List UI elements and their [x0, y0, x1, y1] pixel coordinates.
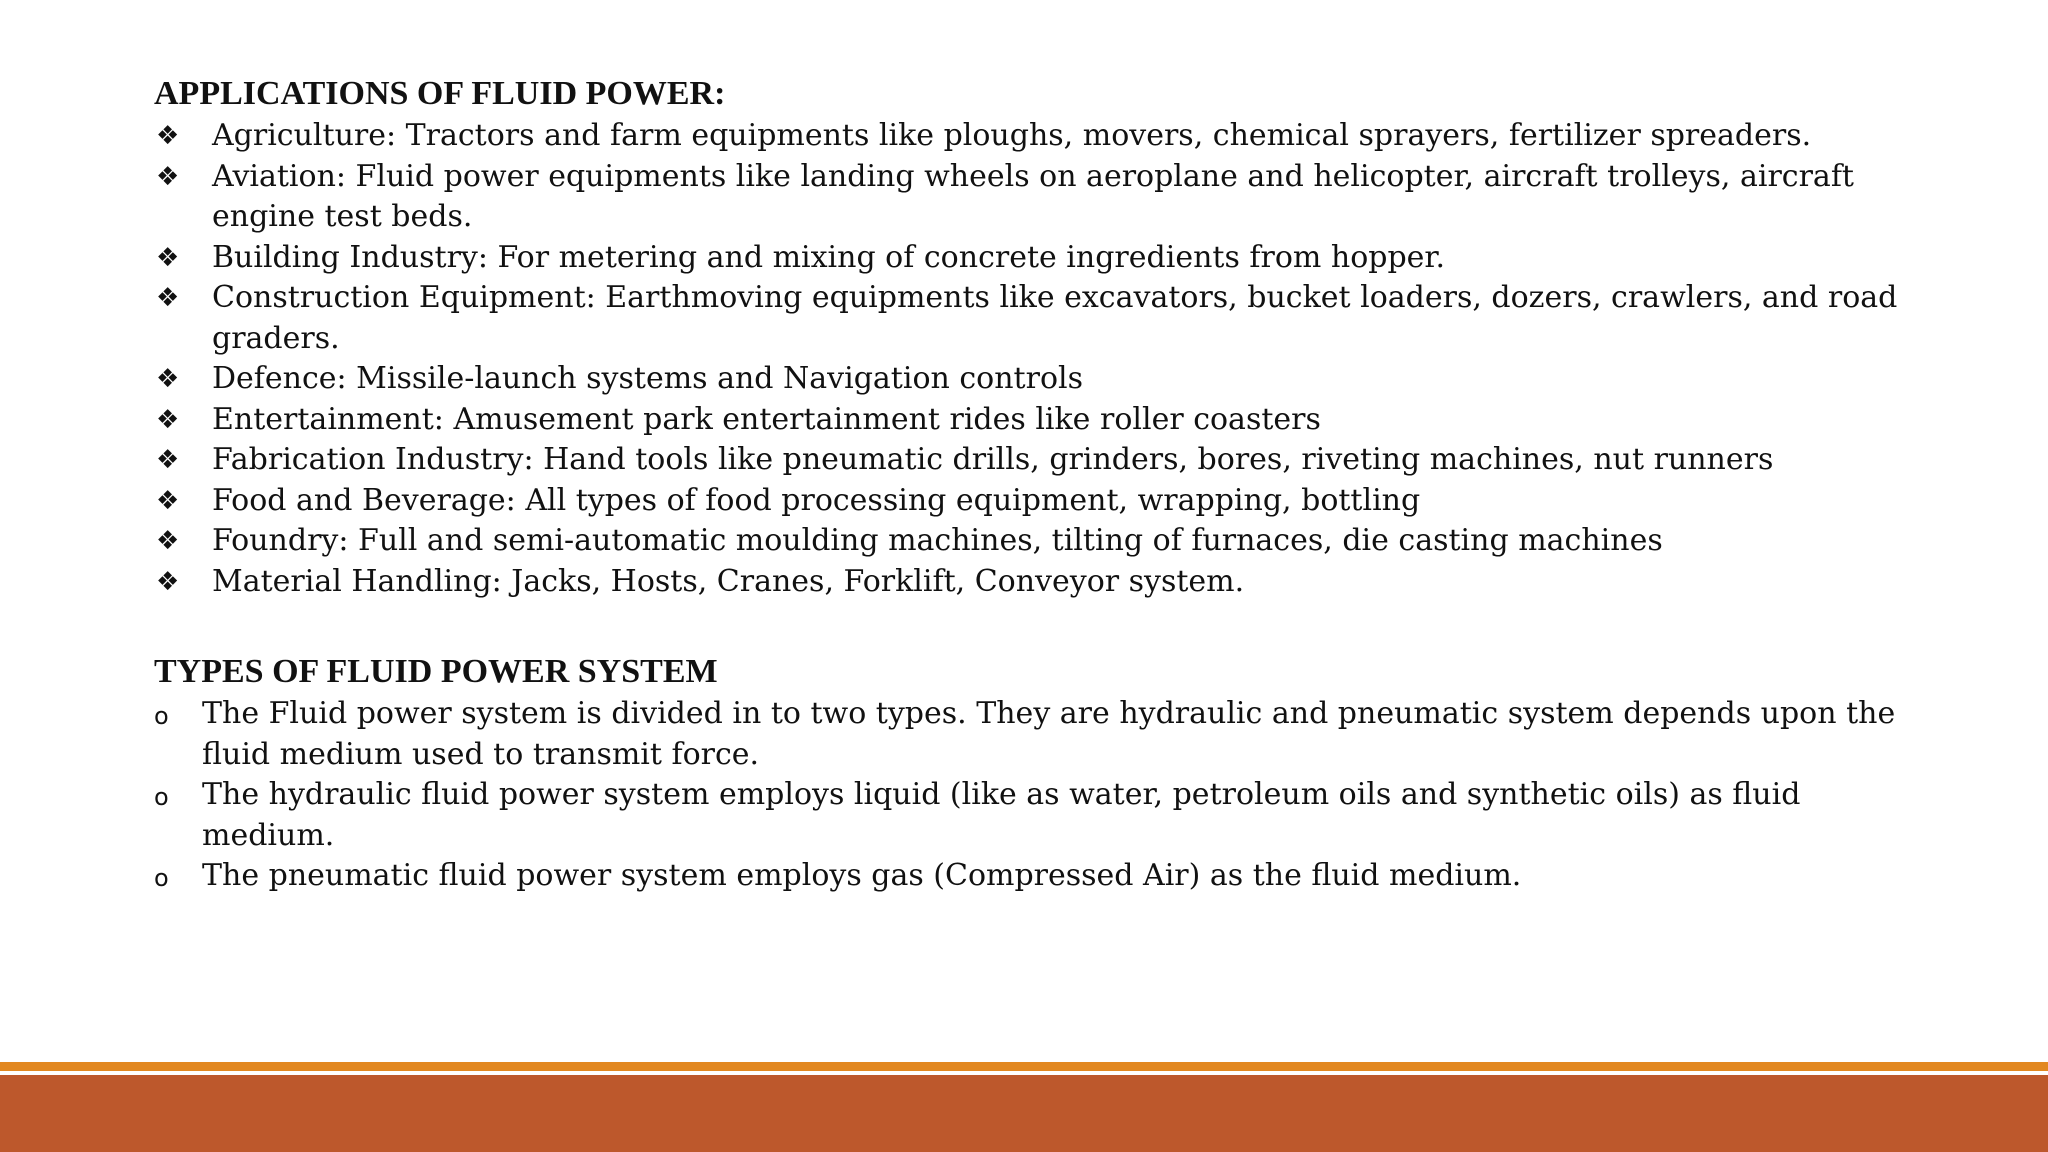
list-item-text: Aviation: Fluid power equipments like landing wheels on aeroplane and helicopter, aircraft trolleys, aircraft engine test beds.	[212, 158, 1854, 234]
list-item-text: Defence: Missile-launch systems and Navigation controls	[212, 361, 1083, 396]
list-item	[154, 440, 1914, 481]
applications-heading: APPLICATIONS OF FLUID POWER:	[154, 75, 726, 112]
list-item	[154, 116, 1914, 157]
list-item-text: Foundry: Full and semi-automatic moulding machines, tilting of furnaces, die casting machines	[212, 523, 1663, 558]
list-item-text: Food and Beverage: All types of food processing equipment, wrapping, bottling	[212, 482, 1421, 518]
types-heading: TYPES OF FLUID POWER SYSTEM	[154, 653, 718, 690]
list-item-text: Material Handling: Jacks, Hosts, Cranes, Forklift, Conveyor system.	[212, 563, 1245, 599]
list-item	[154, 400, 1914, 441]
list-item	[154, 157, 1914, 238]
footer-accent-line	[0, 1062, 2048, 1071]
list-item	[154, 694, 1914, 775]
diamond-bullet-icon: ❖	[156, 566, 180, 597]
circle-bullet-icon: o	[154, 702, 169, 730]
list-item	[154, 238, 1914, 279]
diamond-bullet-icon: ❖	[156, 364, 180, 394]
diamond-bullet-icon: ❖	[156, 445, 180, 475]
list-item	[154, 278, 1914, 359]
diamond-bullet-icon: ❖	[156, 121, 180, 151]
list-item-text: The Fluid power system is divided in to two types. They are hydraulic and pneumatic system depends upon the fluid medium used to transmit force.	[202, 696, 1896, 772]
list-item	[154, 856, 1914, 897]
diamond-bullet-icon: ❖	[156, 161, 180, 192]
circle-bullet-icon: o	[154, 864, 169, 892]
circle-bullet-icon: o	[154, 783, 169, 811]
list-item-text: Fabrication Industry: Hand tools like pneumatic drills, grinders, bores, riveting machines, nut runners	[212, 442, 1774, 477]
diamond-bullet-icon: ❖	[156, 526, 180, 556]
diamond-bullet-icon: ❖	[156, 404, 180, 435]
list-item	[154, 481, 1914, 522]
types-list	[154, 694, 1914, 897]
list-item-text: Construction Equipment: Earthmoving equipments like excavators, bucket loaders, dozers, crawlers, and road graders.	[212, 280, 1898, 356]
list-item	[154, 562, 1914, 603]
diamond-bullet-icon: ❖	[156, 283, 180, 313]
list-item-text: Agriculture: Tractors and farm equipments like ploughs, movers, chemical sprayers, fertilizer spreaders.	[212, 118, 1812, 153]
list-item-text: The hydraulic fluid power system employs liquid (like as water, petroleum oils and synthetic oils) as fluid medium.	[202, 777, 1801, 853]
list-item-text: Entertainment: Amusement park entertainment rides like roller coasters	[212, 401, 1321, 437]
list-item	[154, 521, 1914, 562]
section-spacer	[154, 602, 1914, 650]
list-item	[154, 359, 1914, 400]
list-item	[154, 775, 1914, 856]
footer-band	[0, 1075, 2048, 1152]
diamond-bullet-icon: ❖	[156, 485, 180, 516]
list-item-text: The pneumatic fluid power system employs gas (Compressed Air) as the fluid medium.	[202, 858, 1522, 893]
applications-list	[154, 116, 1914, 602]
slide-content	[154, 72, 1914, 897]
list-item-text: Building Industry: For metering and mixing of concrete ingredients from hopper.	[212, 239, 1446, 275]
diamond-bullet-icon: ❖	[156, 242, 180, 273]
